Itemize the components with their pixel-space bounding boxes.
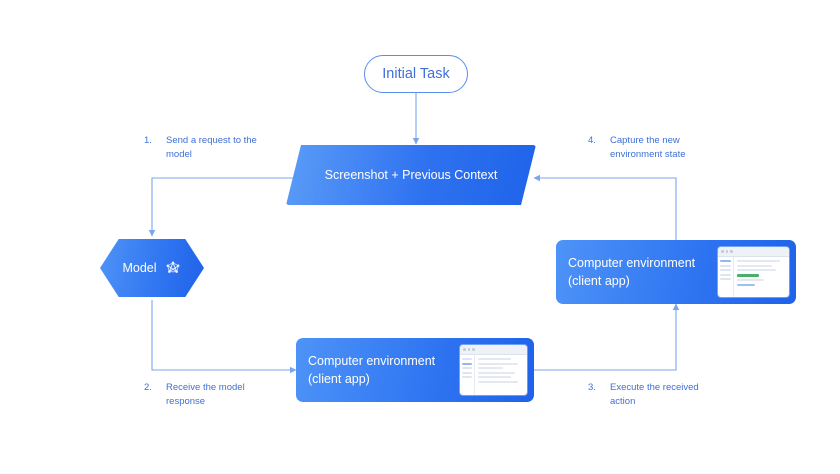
thumb-content <box>734 257 789 297</box>
computer-environment-bottom <box>296 338 534 402</box>
step-4-number: 4. <box>588 135 596 146</box>
step-3-number: 3. <box>588 382 596 393</box>
thumb-content <box>475 355 527 395</box>
env-bottom-screenshot <box>460 345 527 395</box>
thumb-body <box>718 257 789 297</box>
step-4-caption <box>588 134 730 163</box>
model-node <box>100 239 204 297</box>
step-3-caption <box>588 381 720 410</box>
step-2-text: Receive the model response <box>166 382 245 408</box>
initial-task-node <box>364 55 468 93</box>
env-bottom-label: Computer environment (client app) <box>308 353 436 386</box>
step-1-number: 1. <box>144 135 152 146</box>
thumb-titlebar <box>718 247 789 257</box>
step-3-text: Execute the received action <box>610 382 699 408</box>
env-top-label: Computer environment (client app) <box>568 255 696 288</box>
thumb-body <box>460 355 527 395</box>
banner-label: Screenshot + Previous Context <box>324 167 498 182</box>
model-label: Model <box>122 261 157 275</box>
computer-environment-top <box>556 240 796 304</box>
thumb-sidebar <box>718 257 734 297</box>
step-2-caption <box>144 381 276 410</box>
step-2-number: 2. <box>144 382 152 393</box>
step-1-caption <box>144 134 276 163</box>
step-4-text: Capture the new environment state <box>610 135 686 161</box>
model-node-inner <box>100 239 204 297</box>
screenshot-context-node <box>286 145 536 205</box>
step-1-text: Send a request to the model <box>166 135 257 161</box>
thumb-titlebar <box>460 345 527 355</box>
initial-task-label: Initial Task <box>382 66 450 82</box>
model-sparkle-icon <box>164 259 182 277</box>
thumb-sidebar <box>460 355 475 395</box>
env-top-screenshot <box>718 247 789 297</box>
